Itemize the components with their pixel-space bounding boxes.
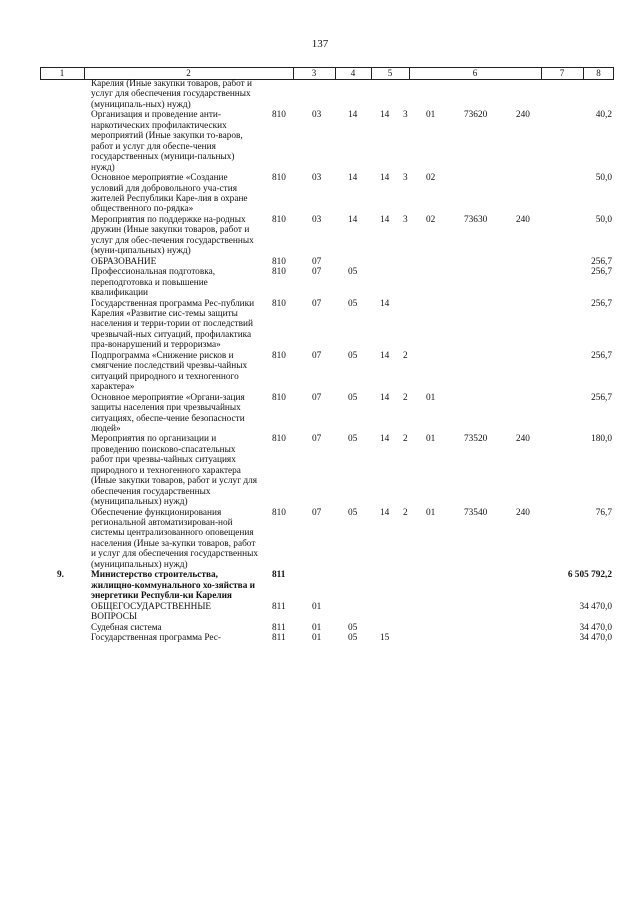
col-subprogram: 3 xyxy=(403,173,408,184)
col-direction: 73620 xyxy=(464,110,488,121)
col-name: Судебная система xyxy=(91,622,162,633)
col-ministry-code: 811 xyxy=(272,570,286,581)
header-col-1: 1 xyxy=(59,68,65,78)
col-section: 03 xyxy=(312,173,322,184)
col-amount: 50,0 xyxy=(595,214,612,225)
col-subsection: 05 xyxy=(348,434,358,445)
col-program: 14 xyxy=(380,350,390,361)
col-amount: 256,7 xyxy=(591,256,612,267)
table-row xyxy=(0,602,640,623)
col-ministry-code: 810 xyxy=(272,173,286,184)
table-row xyxy=(0,434,640,507)
col-section: 07 xyxy=(312,256,322,267)
table-row xyxy=(0,110,640,173)
col-program: 14 xyxy=(380,392,390,403)
col-ministry-code: 811 xyxy=(272,633,286,644)
header-col-3: 3 xyxy=(311,68,317,78)
header-col-7: 7 xyxy=(559,68,565,78)
col-program: 14 xyxy=(380,173,390,184)
col-section: 03 xyxy=(312,214,322,225)
header-divider xyxy=(613,68,614,79)
col-subsection: 05 xyxy=(348,298,358,309)
col-ministry-code: 810 xyxy=(272,267,286,278)
col-expense-type: 240 xyxy=(516,110,530,121)
col-direction: 73540 xyxy=(464,507,488,518)
col-amount: 76,7 xyxy=(595,507,612,518)
col-name: Мероприятия по организации и проведению поисково-спасательных работ при чрезвы-чайных ситуациях природного и техногенного характера (Иные закупки товаров, работ и услуг для обеспечения государственных (муниципальных) нужд) xyxy=(91,434,257,508)
col-subsection: 05 xyxy=(348,392,358,403)
col-subprogram: 3 xyxy=(403,110,408,121)
col-ministry-code: 810 xyxy=(272,256,286,267)
col-name: Государственная программа Рес- xyxy=(91,633,221,644)
col-amount: 256,7 xyxy=(591,298,612,309)
col-expense-type: 240 xyxy=(516,507,530,518)
col-subsection: 05 xyxy=(348,350,358,361)
table-row xyxy=(0,351,640,393)
col-name: Обеспечение функционирования региональной автоматизирован-ной системы централизованного оповещения населения (Иные за-купки товаров, работ и услуг для обеспечения государственных (муниципальных) нужд) xyxy=(91,507,258,570)
col-ministry-code: 810 xyxy=(272,392,286,403)
col-section: 07 xyxy=(312,392,322,403)
col-amount: 34 470,0 xyxy=(579,633,612,644)
col-amount: 180,0 xyxy=(591,434,612,445)
col-amount: 6 505 792,2 xyxy=(567,570,612,581)
col-name: Подпрограмма «Снижение рисков и смягчение последствий чрезвы-чайных ситуаций природного и техногенного характера» xyxy=(91,350,248,393)
col-subprogram: 2 xyxy=(403,507,408,518)
col-section: 07 xyxy=(312,298,322,309)
table-row xyxy=(0,508,640,571)
col-name: Организация и проведение анти-наркотических профилактических мероприятий (Иные закупки то-варов, работ и услуг для обеспе-чения государственных (муници-пальных) нужд) xyxy=(91,110,243,173)
col-subsection: 05 xyxy=(348,267,358,278)
col-section: 07 xyxy=(312,267,322,278)
col-name: Государственная программа Рес-публики Карелия «Развитие сис-темы защиты населения и терри-тории от последствий чрезвычай-ных ситуаций, профилактика пра-вонарушений и терроризма» xyxy=(91,298,255,351)
table-row xyxy=(0,299,640,351)
col-ministry-code: 810 xyxy=(272,110,286,121)
col-name: Министерство строительства, жилищно-коммунального хо-зяйства и энергетики Республи-ки Карелия xyxy=(91,570,256,602)
col-section: 01 xyxy=(312,601,322,612)
col-ministry-code: 810 xyxy=(272,507,286,518)
col-subsection: 05 xyxy=(348,622,358,633)
col-ministry-code: 811 xyxy=(272,622,286,633)
col-amount: 256,7 xyxy=(591,392,612,403)
table-body xyxy=(0,79,640,643)
table-row xyxy=(0,393,640,435)
col-program: 14 xyxy=(380,214,390,225)
header-col-4: 4 xyxy=(350,68,356,78)
col-expense-type: 240 xyxy=(516,214,530,225)
col-program: 14 xyxy=(380,507,390,518)
col-name: Профессиональная подготовка, переподготовка и повышение квалификации xyxy=(91,267,216,299)
header-col-2: 2 xyxy=(186,68,191,78)
col-program: 14 xyxy=(380,434,390,445)
col-amount: 34 470,0 xyxy=(579,601,612,612)
col-expense-type: 240 xyxy=(516,434,530,445)
col-name: Основное мероприятие «Органи-зация защиты населения при чрезвычайных ситуациях, обеспе-чение безопасности людей» xyxy=(91,392,245,434)
col-subsection: 05 xyxy=(348,507,358,518)
table-row xyxy=(0,173,640,215)
header-col-5: 5 xyxy=(387,68,393,78)
col-section: 01 xyxy=(312,622,322,633)
col-main-event: 01 xyxy=(426,392,436,403)
table-row xyxy=(0,633,640,643)
table-row xyxy=(0,267,640,298)
col-name: ОБЩЕГОСУДАРСТВЕННЫЕ ВОПРОСЫ xyxy=(91,601,212,623)
col-program: 14 xyxy=(380,110,390,121)
col-program: 14 xyxy=(380,298,390,309)
col-section: 07 xyxy=(312,507,322,518)
col-ministry-code: 810 xyxy=(272,434,286,445)
col-main-event: 02 xyxy=(426,214,436,225)
col-ministry-code: 810 xyxy=(272,350,286,361)
col-amount: 50,0 xyxy=(595,173,612,184)
col-subprogram: 2 xyxy=(403,434,408,445)
header-col-8: 8 xyxy=(596,68,601,78)
col-main-event: 01 xyxy=(426,507,436,518)
col-subprogram: 2 xyxy=(403,350,408,361)
col-subsection: 14 xyxy=(348,173,358,184)
page-number: 137 xyxy=(311,38,329,50)
col-section: 07 xyxy=(312,350,322,361)
col-main-event: 01 xyxy=(426,434,436,445)
table-row xyxy=(0,215,640,257)
col-direction: 73630 xyxy=(464,214,488,225)
row-number: 9. xyxy=(57,570,64,581)
col-name: Основное мероприятие «Создание условий для добровольного уча-стия жителей Республики Каре-лия в охране общественного по-рядка» xyxy=(91,173,248,215)
col-subsection: 14 xyxy=(348,110,358,121)
col-ministry-code: 810 xyxy=(272,214,286,225)
col-subprogram: 2 xyxy=(403,392,408,403)
col-subsection: 05 xyxy=(348,633,358,644)
col-amount: 34 470,0 xyxy=(579,622,612,633)
col-amount: 256,7 xyxy=(591,267,612,278)
col-section: 01 xyxy=(312,633,322,644)
col-subsection: 14 xyxy=(348,214,358,225)
table-row xyxy=(0,79,640,110)
table-row xyxy=(0,570,640,601)
col-name: Карелия (Иные закупки товаров, работ и услуг для обеспечения государственных (муниципаль-ных) нужд) xyxy=(91,79,253,110)
table-row xyxy=(0,257,640,267)
col-ministry-code: 811 xyxy=(272,601,286,612)
col-name: Мероприятия по поддержке на-родных дружин (Иные закупки товаров, работ и услуг для обес-печения государственных (муни-ципальных) нужд) xyxy=(91,214,254,257)
col-amount: 40,2 xyxy=(595,110,612,121)
table-row xyxy=(0,623,640,633)
col-main-event: 02 xyxy=(426,173,436,184)
header-divider xyxy=(40,68,41,79)
col-program: 15 xyxy=(380,633,390,644)
col-subprogram: 3 xyxy=(403,214,408,225)
col-section: 07 xyxy=(312,434,322,445)
col-name: ОБРАЗОВАНИЕ xyxy=(91,256,157,267)
col-main-event: 01 xyxy=(426,110,436,121)
col-section: 03 xyxy=(312,110,322,121)
col-ministry-code: 810 xyxy=(272,298,286,309)
col-amount: 256,7 xyxy=(591,350,612,361)
header-col-6: 6 xyxy=(472,68,478,78)
col-direction: 73520 xyxy=(464,434,488,445)
